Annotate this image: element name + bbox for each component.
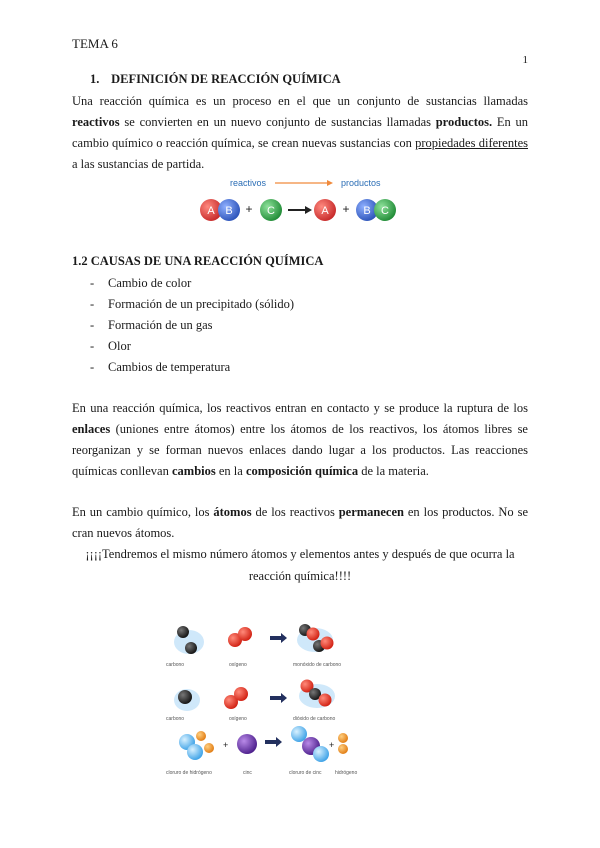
text-run: de los reactivos — [251, 505, 339, 519]
plus-sign: + — [223, 740, 229, 750]
label-reactivos: reactivos — [230, 178, 267, 188]
molecules-diagram — [165, 612, 380, 782]
hydrogen-atom — [338, 744, 348, 754]
oxygen-atom — [238, 627, 252, 641]
chlorine-atom — [313, 746, 329, 762]
atom-b-label: B — [363, 205, 371, 217]
emphasis-line-2: reacción química!!!! — [248, 569, 352, 583]
reaction-arrow — [270, 693, 287, 703]
label-productos: productos — [341, 178, 381, 188]
atom-c-label: C — [267, 205, 275, 217]
label-dioxido: dióxido de carbono — [293, 716, 336, 722]
hydrogen-atom — [196, 731, 206, 741]
reaction-diagram — [195, 176, 405, 226]
list-item: - Cambio de color — [90, 276, 192, 290]
oxygen-atom — [307, 628, 320, 641]
definition-paragraph — [72, 91, 528, 175]
label-carbono: carbono — [166, 716, 185, 722]
list-item: - Formación de un precipitado (sólido) — [90, 297, 295, 311]
label-cloruro-hidrogeno: cloruro de hidrógeno — [166, 770, 212, 776]
hydrogen-atom — [204, 743, 214, 753]
label-carbono: carbono — [166, 662, 185, 668]
text-run: en los productos. No se cran nuevos átomos. — [72, 505, 529, 540]
section-1-number: 1. — [90, 72, 100, 86]
text-run: En un cambio químico o reacción química, se crean nuevas sustancias con — [72, 115, 528, 150]
plus-sign: + — [329, 740, 335, 750]
text-run: Una reacción química es un proceso en el que un conjunto de sustancias llamadas — [72, 94, 528, 108]
hydrogen-atom — [338, 733, 348, 743]
list-item: - Cambios de temperatura — [90, 360, 231, 374]
text-run: se convierten en un nuevo conjunto de sustancias llamadas — [119, 115, 436, 129]
list-item: - Formación de un gas — [90, 318, 213, 332]
label-oxigeno: oxígeno — [229, 662, 247, 668]
section-2-heading: 1.2 CAUSAS DE UNA REACCIÓN QUÍMICA — [72, 254, 324, 268]
carbon-atom — [177, 626, 189, 638]
term-reactivos: reactivos — [72, 115, 120, 129]
label-oxigeno: oxígeno — [229, 716, 247, 722]
text-run: En un cambio químico, los — [72, 505, 214, 519]
term-cambios: cambios — [171, 464, 216, 478]
term-productos: productos. — [435, 115, 493, 129]
carbon-atom — [178, 690, 192, 704]
oxygen-atom — [234, 687, 248, 701]
term-enlaces: enlaces — [72, 422, 111, 436]
section-1-heading — [90, 72, 341, 87]
text-run: (uniones entre átomos) entre los átomos de los reactivos, los átomos libres se reorganizan y se forman nuevos enlaces dando lugar a los productos. Las reacciones químicas conllevan — [72, 422, 528, 478]
text-run: de la materia. — [358, 464, 429, 478]
document-header: TEMA 6 — [72, 36, 118, 51]
reaction-top-arrowhead — [327, 180, 333, 186]
term-atomos: átomos — [213, 505, 252, 519]
text-run: En una reacción química, los reactivos entran en contacto y se produce la ruptura de los — [72, 401, 528, 415]
plus-sign: + — [342, 202, 350, 216]
atom-b-label: B — [225, 205, 233, 217]
reaction-arrowhead — [305, 206, 312, 214]
label-hidrogeno: hidrógeno — [335, 770, 358, 776]
reaction-explanation-paragraph — [72, 398, 528, 482]
label-cloruro-cinc: cloruro de cinc — [289, 770, 322, 776]
atoms-paragraph — [72, 502, 528, 544]
reaction-arrow — [270, 633, 287, 643]
chlorine-atom — [187, 744, 203, 760]
plus-sign: + — [245, 202, 253, 216]
section-1-title: DEFINICIÓN DE REACCIÓN QUÍMICA — [111, 72, 341, 86]
reaction-arrow — [265, 737, 282, 747]
carbon-atom — [185, 642, 197, 654]
emphasis-line-1: ¡¡¡¡Tendremos el mismo número átomos y elementos antes y después de que ocurra la — [85, 547, 515, 561]
label-monoxido: monóxido de carbono — [293, 662, 342, 668]
term-propiedades: propiedades diferentes — [415, 136, 528, 150]
label-cinc: cinc — [243, 770, 252, 776]
atom-c-label: C — [381, 205, 389, 217]
text-run: en la — [215, 464, 246, 478]
zinc-atom — [237, 734, 257, 754]
atom-a-label: A — [207, 205, 215, 217]
term-composicion: composición química — [245, 464, 359, 478]
list-item: - Olor — [90, 339, 131, 353]
term-permanecen: permanecen — [338, 505, 404, 519]
text-run: a las sustancias de partida. — [72, 157, 205, 171]
oxygen-atom — [321, 637, 334, 650]
page-number: 1 — [522, 54, 528, 66]
causes-list — [90, 273, 294, 378]
atom-a-label: A — [321, 205, 329, 217]
chlorine-atom — [291, 726, 307, 742]
oxygen-atom — [319, 694, 332, 707]
